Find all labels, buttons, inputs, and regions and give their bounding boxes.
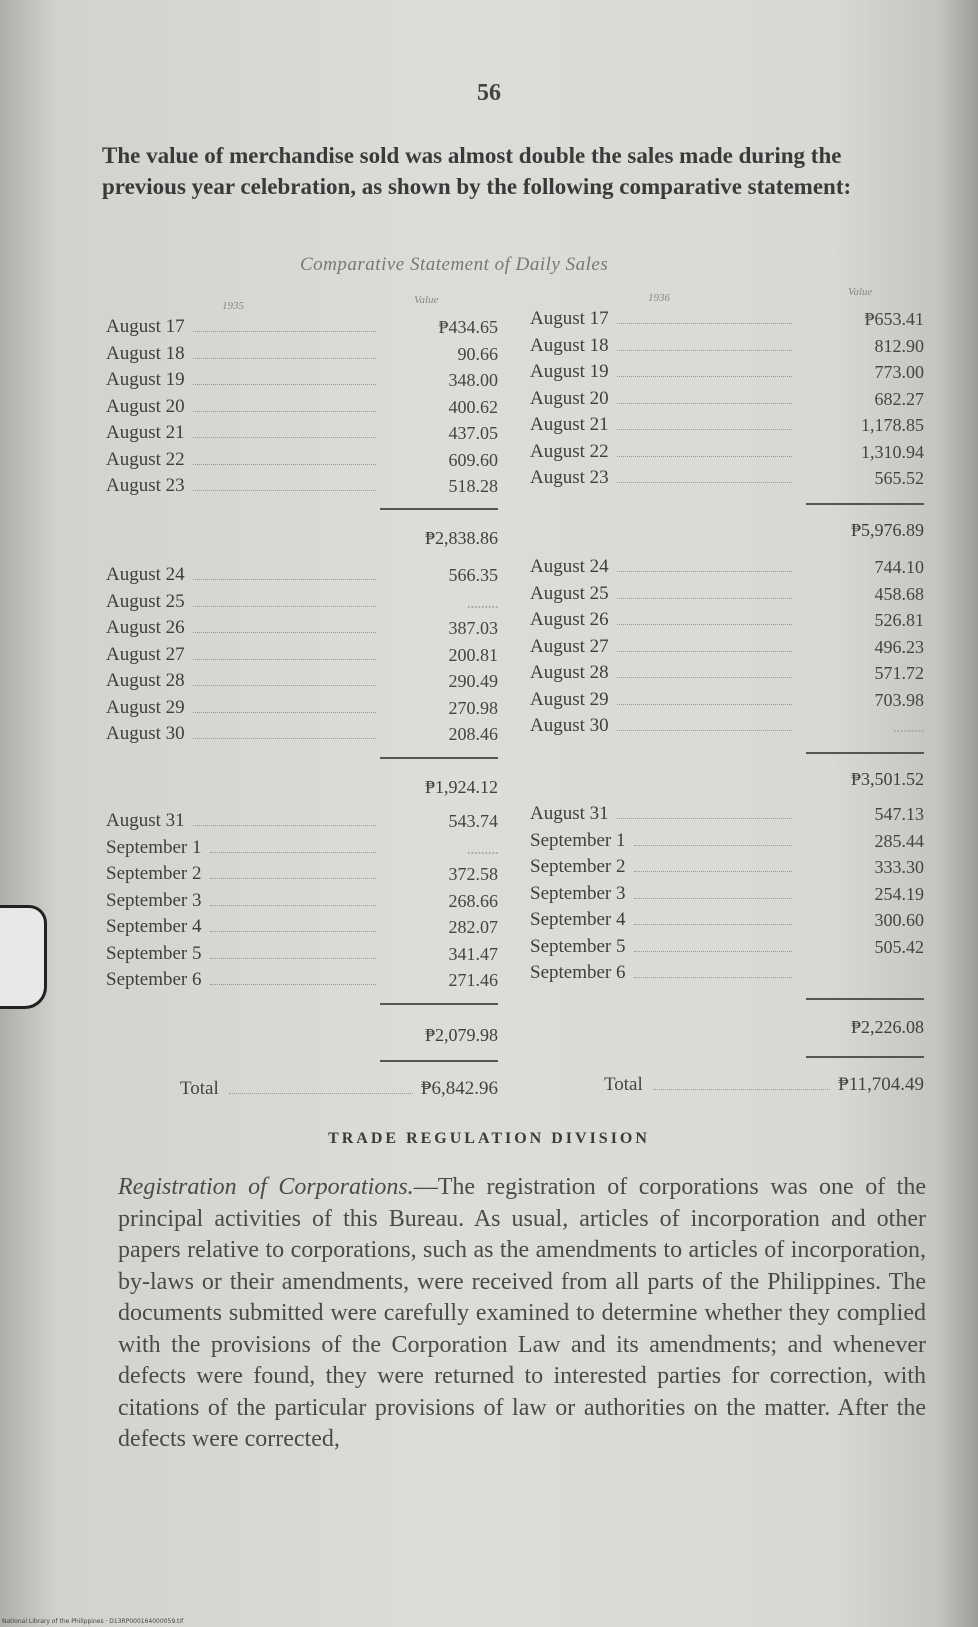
row-date: August 31	[106, 810, 185, 831]
table-row	[106, 969, 384, 995]
row-date: September 5	[106, 942, 202, 964]
dot-leader	[634, 897, 792, 899]
table-row	[530, 414, 800, 440]
total-label: Total	[180, 1078, 219, 1099]
row-date: August 17	[106, 316, 185, 337]
row-value: 437.05	[448, 423, 498, 443]
row-value: 300.60	[874, 910, 924, 930]
row-date: August 20	[106, 395, 185, 417]
row-date: August 28	[530, 662, 609, 683]
row-value: 372.58	[448, 864, 498, 884]
row-value: 571.72	[874, 663, 924, 683]
table-row	[106, 475, 384, 501]
table-title: Comparative Statement of Daily Sales	[300, 254, 609, 275]
row-value: ₱434.65	[438, 317, 498, 337]
dot-leader	[210, 957, 376, 959]
row-value: 773.00	[874, 362, 924, 382]
row-date: August 19	[530, 361, 609, 382]
row-value: 547.13	[874, 804, 924, 824]
dot-leader	[617, 375, 792, 377]
dot-leader	[193, 383, 376, 385]
table-row	[530, 335, 800, 361]
dot-leader	[210, 930, 376, 932]
row-value: 518.28	[448, 476, 498, 496]
row-value: 812.90	[874, 335, 924, 356]
table-row	[530, 883, 800, 909]
row-date: August 29	[106, 696, 185, 718]
table-row	[106, 916, 384, 942]
row-date: August 25	[106, 590, 185, 612]
dot-leader	[617, 597, 792, 599]
dot-leader	[193, 658, 376, 660]
table-row	[530, 830, 800, 856]
row-date: September 2	[106, 863, 202, 884]
row-value: 744.10	[874, 557, 924, 577]
subtotal-value: ₱5,976.89	[850, 520, 924, 540]
table-row	[530, 715, 800, 741]
table-row	[106, 863, 384, 889]
row-date: September 3	[530, 882, 626, 904]
row-value: 387.03	[448, 618, 498, 638]
row-date: August 18	[106, 342, 185, 364]
dot-leader	[634, 844, 792, 846]
dot-leader	[193, 824, 376, 826]
row-date: September 4	[530, 909, 626, 930]
row-value: 566.35	[448, 565, 498, 585]
right-year-header: 1936	[648, 292, 670, 304]
table-row	[106, 422, 384, 448]
table-row	[530, 583, 800, 609]
subtotal-value: ₱3,501.52	[850, 769, 924, 789]
table-row	[530, 467, 800, 493]
row-date: August 17	[530, 308, 609, 329]
row-date: September 4	[106, 916, 202, 937]
dot-leader	[653, 1089, 830, 1090]
row-date: August 27	[106, 643, 185, 665]
dot-leader	[193, 436, 376, 438]
row-date: September 5	[530, 935, 626, 957]
table-row	[106, 810, 384, 836]
total-row	[180, 1078, 498, 1104]
subtotal-rule	[380, 1003, 498, 1005]
table-row	[106, 723, 384, 749]
row-value: 254.19	[874, 883, 924, 904]
table-row	[106, 670, 384, 696]
table-row	[530, 689, 800, 715]
subtotal-rule	[380, 508, 498, 510]
table-row	[106, 316, 384, 342]
table-row	[106, 564, 384, 590]
dot-leader	[193, 578, 376, 580]
dot-leader	[617, 703, 792, 705]
intro-paragraph: The value of merchandise sold was almost double the sales made during the previous year celebration, as shown by the following comparative statement:	[102, 143, 852, 199]
dot-leader	[617, 455, 792, 457]
table-row	[106, 343, 384, 369]
body-paragraph	[118, 1172, 926, 1456]
row-date: August 22	[530, 440, 609, 462]
table-row	[106, 697, 384, 723]
dot-leader	[617, 729, 792, 731]
scan-footer: National Library of the Philippines · D13RP000164000059.tif	[2, 1618, 184, 1625]
table-row	[530, 609, 800, 635]
table-row	[106, 449, 384, 475]
row-value: 1,310.94	[861, 441, 924, 462]
row-date: August 19	[106, 369, 185, 390]
paper-clip	[0, 905, 47, 1009]
row-value: 682.27	[874, 388, 924, 409]
dot-leader	[617, 817, 792, 819]
table-row	[530, 556, 800, 582]
dot-leader	[193, 737, 376, 739]
row-value: 285.44	[874, 830, 924, 851]
subtotal-value: ₱2,079.98	[424, 1025, 498, 1045]
dot-leader	[617, 570, 792, 572]
row-value: 496.23	[874, 636, 924, 657]
total-rule	[380, 1060, 498, 1062]
row-value: .........	[892, 716, 924, 736]
dot-leader	[193, 631, 376, 633]
table-row	[106, 837, 384, 863]
row-value: 1,178.85	[861, 415, 924, 435]
row-date: September 6	[106, 969, 202, 990]
table-row	[530, 803, 800, 829]
row-value: ₱653.41	[864, 309, 924, 329]
section-heading: TRADE REGULATION DIVISION	[328, 1130, 650, 1147]
row-value: 458.68	[874, 583, 924, 604]
total-row	[604, 1074, 924, 1100]
subtotal-value: ₱2,838.86	[424, 528, 498, 548]
row-date: August 21	[106, 422, 185, 443]
row-date: August 24	[106, 564, 185, 585]
right-value-header: Value	[848, 286, 873, 298]
dot-leader	[193, 684, 376, 686]
table-row	[106, 369, 384, 395]
table-row	[106, 943, 384, 969]
dot-leader	[617, 428, 792, 430]
dot-leader	[210, 904, 376, 906]
dot-leader	[193, 463, 376, 465]
row-date: August 24	[530, 556, 609, 577]
row-date: September 3	[106, 889, 202, 911]
dot-leader	[210, 877, 376, 879]
table-row	[530, 361, 800, 387]
table-row	[530, 662, 800, 688]
dot-leader	[634, 870, 792, 872]
table-row	[106, 890, 384, 916]
dot-leader	[634, 976, 792, 978]
table-row	[530, 856, 800, 882]
row-value: 703.98	[874, 689, 924, 710]
total-label: Total	[604, 1074, 643, 1095]
row-value: 268.66	[448, 890, 498, 911]
row-date: August 30	[530, 715, 609, 736]
row-date: September 1	[106, 836, 202, 858]
table-row	[530, 909, 800, 935]
subtotal-value: ₱1,924.12	[424, 777, 498, 797]
row-value: .........	[466, 591, 498, 612]
table-row	[530, 441, 800, 467]
row-date: August 29	[530, 688, 609, 710]
dot-leader	[210, 851, 376, 853]
row-date: August 23	[530, 467, 609, 488]
dot-leader	[617, 676, 792, 678]
row-date: August 21	[530, 414, 609, 435]
table-row	[106, 617, 384, 643]
row-value: 200.81	[448, 644, 498, 665]
row-value: 290.49	[448, 671, 498, 691]
dot-leader	[193, 605, 376, 607]
table-row	[530, 388, 800, 414]
dot-leader	[193, 711, 376, 713]
row-value: 208.46	[448, 724, 498, 744]
row-date: September 6	[530, 962, 626, 983]
dot-leader	[193, 489, 376, 491]
subtotal-value: ₱2,226.08	[850, 1017, 924, 1037]
table-row	[530, 936, 800, 962]
row-value: 341.47	[448, 943, 498, 964]
page-number: 56	[477, 80, 501, 106]
row-date: August 28	[106, 670, 185, 691]
dot-leader	[210, 983, 376, 985]
table-row	[530, 636, 800, 662]
row-date: August 22	[106, 448, 185, 470]
total-value: ₱6,842.96	[420, 1078, 498, 1099]
row-value: 333.30	[874, 857, 924, 877]
table-row	[106, 644, 384, 670]
left-value-header: Value	[414, 294, 439, 306]
row-date: August 18	[530, 334, 609, 356]
row-value: 282.07	[448, 917, 498, 937]
paragraph-body: —The registration of corporations was one of the principal activities of this Bureau. As usual, articles of incorporation and other papers relative to corporations, such as the amendments to articles of incorporation, by-laws or their amendments, were received from all parts of the Philippines. The documents submitted were carefully examined to determine whether they complied with the provisions of the Corporation Law and its amendments; and whenever defects were found, they were returned to interested parties for correction, with citations of the particular provisions of law or authorities on the matter. After the defects were corrected,	[118, 1174, 926, 1452]
row-value: 526.81	[874, 610, 924, 630]
table-row	[530, 308, 800, 334]
subtotal-rule	[806, 752, 924, 754]
table-row	[106, 591, 384, 617]
subtotal-rule	[806, 998, 924, 1000]
row-value: 609.60	[448, 449, 498, 470]
row-date: August 26	[106, 617, 185, 638]
dot-leader	[229, 1093, 413, 1094]
row-value: 543.74	[448, 811, 498, 831]
row-value: 90.66	[457, 343, 498, 364]
subtotal-rule	[380, 757, 498, 759]
paragraph-lead: Registration of Corporations.	[118, 1174, 414, 1200]
total-rule	[806, 1056, 924, 1058]
dot-leader	[193, 410, 376, 412]
row-date: September 2	[530, 856, 626, 877]
row-value: .........	[466, 837, 498, 858]
total-value: ₱11,704.49	[838, 1074, 924, 1095]
dot-leader	[617, 650, 792, 652]
table-row	[530, 962, 800, 988]
row-value: 400.62	[448, 396, 498, 417]
row-date: August 20	[530, 387, 609, 409]
row-value: 271.46	[448, 970, 498, 990]
row-value: 270.98	[448, 697, 498, 718]
row-date: August 25	[530, 582, 609, 604]
dot-leader	[617, 623, 792, 625]
row-value: 565.52	[874, 468, 924, 488]
row-date: August 26	[530, 609, 609, 630]
row-date: August 27	[530, 635, 609, 657]
dot-leader	[634, 950, 792, 952]
row-date: September 1	[530, 829, 626, 851]
row-date: August 23	[106, 475, 185, 496]
row-date: August 30	[106, 723, 185, 744]
row-date: August 31	[530, 803, 609, 824]
dot-leader	[193, 357, 376, 359]
dot-leader	[634, 923, 792, 925]
subtotal-rule	[806, 503, 924, 505]
dot-leader	[617, 481, 792, 483]
row-value: 505.42	[874, 936, 924, 957]
dot-leader	[617, 322, 792, 324]
row-value: 348.00	[448, 370, 498, 390]
dot-leader	[617, 402, 792, 404]
left-year-header: 1935	[222, 300, 244, 312]
dot-leader	[193, 330, 376, 332]
dot-leader	[617, 349, 792, 351]
table-row	[106, 396, 384, 422]
